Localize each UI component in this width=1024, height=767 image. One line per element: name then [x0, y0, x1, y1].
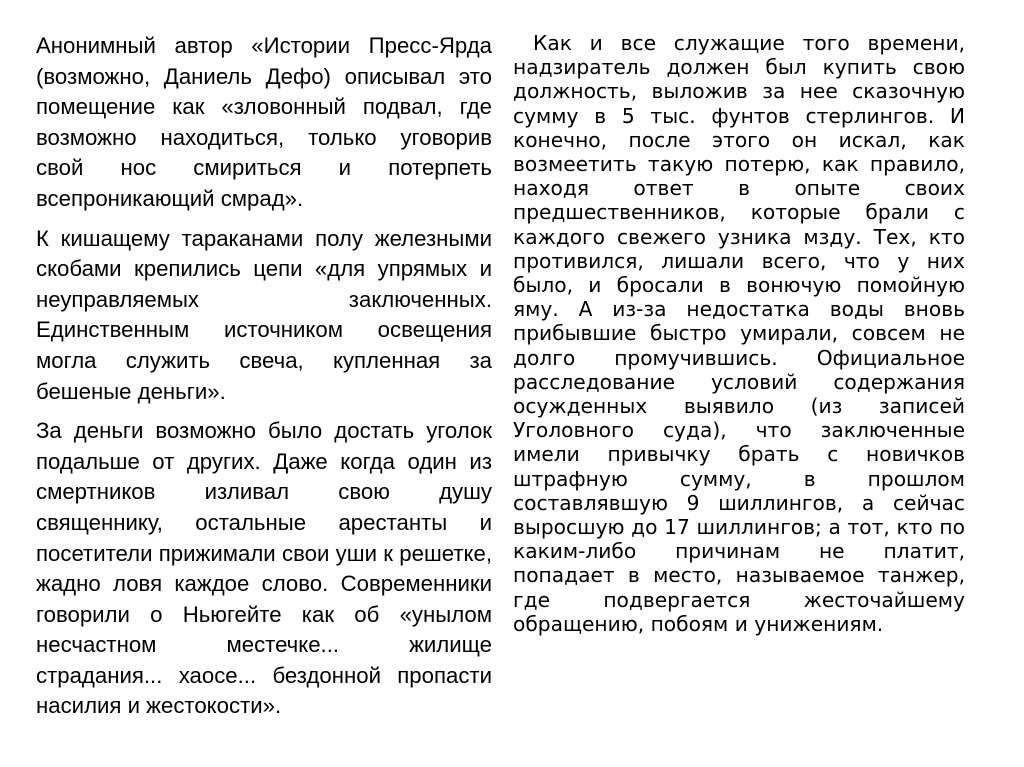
right-text-column	[513, 31, 965, 636]
left-paragraph-1: Анонимный автор «Истории Пресс-Ярда (возможно, Даниель Дефо) описывал это помещение как «зловонный подвал, где возможно находиться, только уговорив свой нос смириться и потерпеть всепроникающий смрад».	[36, 33, 492, 211]
left-paragraph-3: За деньги возможно было достать уголок подальше от других. Даже когда один из смертников изливал свою душу священнику, остальные арестанты и посетители прижимали свои уши к решетке, жадно ловя каждое слово. Современники говорили о Ньюгейте как об «унылом несчастном местечке... жилище страдания... хаосе... бездонной пропасти насилия и жестокости».	[36, 418, 492, 719]
left-text-column	[36, 31, 492, 731]
left-paragraph-2: К кишащему тараканами полу железными скобами крепились цепи «для упрямых и неуправляемых заключенных. Единственным источником освещения могла служить свеча, купленная за бешеные деньги».	[36, 225, 492, 404]
right-paragraph: Как и все служащие того времени, надзиратель должен был купить свою должность, выложив за нее сказочную сумму в 5 тыс. фунтов стерлингов. И конечно, после этого он искал, как возмеетить такую потерю, как правило, находя ответ в опыте своих предшественников, которые брали с каждого свежего узника мзду. Тех, кто противился, лишали всего, что у них было, и бросали в вонючую помойную яму. А из-за недостатка воды вновь прибывшие быстро умирали, совсем не долго промучившись. Официальное расследование условий содержания осужденных выявило (из записей Уголовного суда), что заключенные имели привычку брать с новичков штрафную сумму, в прошлом составлявшую 9 шиллингов, а сейчас выросшую до 17 шиллингов; а тот, кто по каким-либо причинам не платит, попадает в место, называемое танжер, где подвергается жесточайшему обращению, побоям и унижениям.	[513, 31, 965, 636]
